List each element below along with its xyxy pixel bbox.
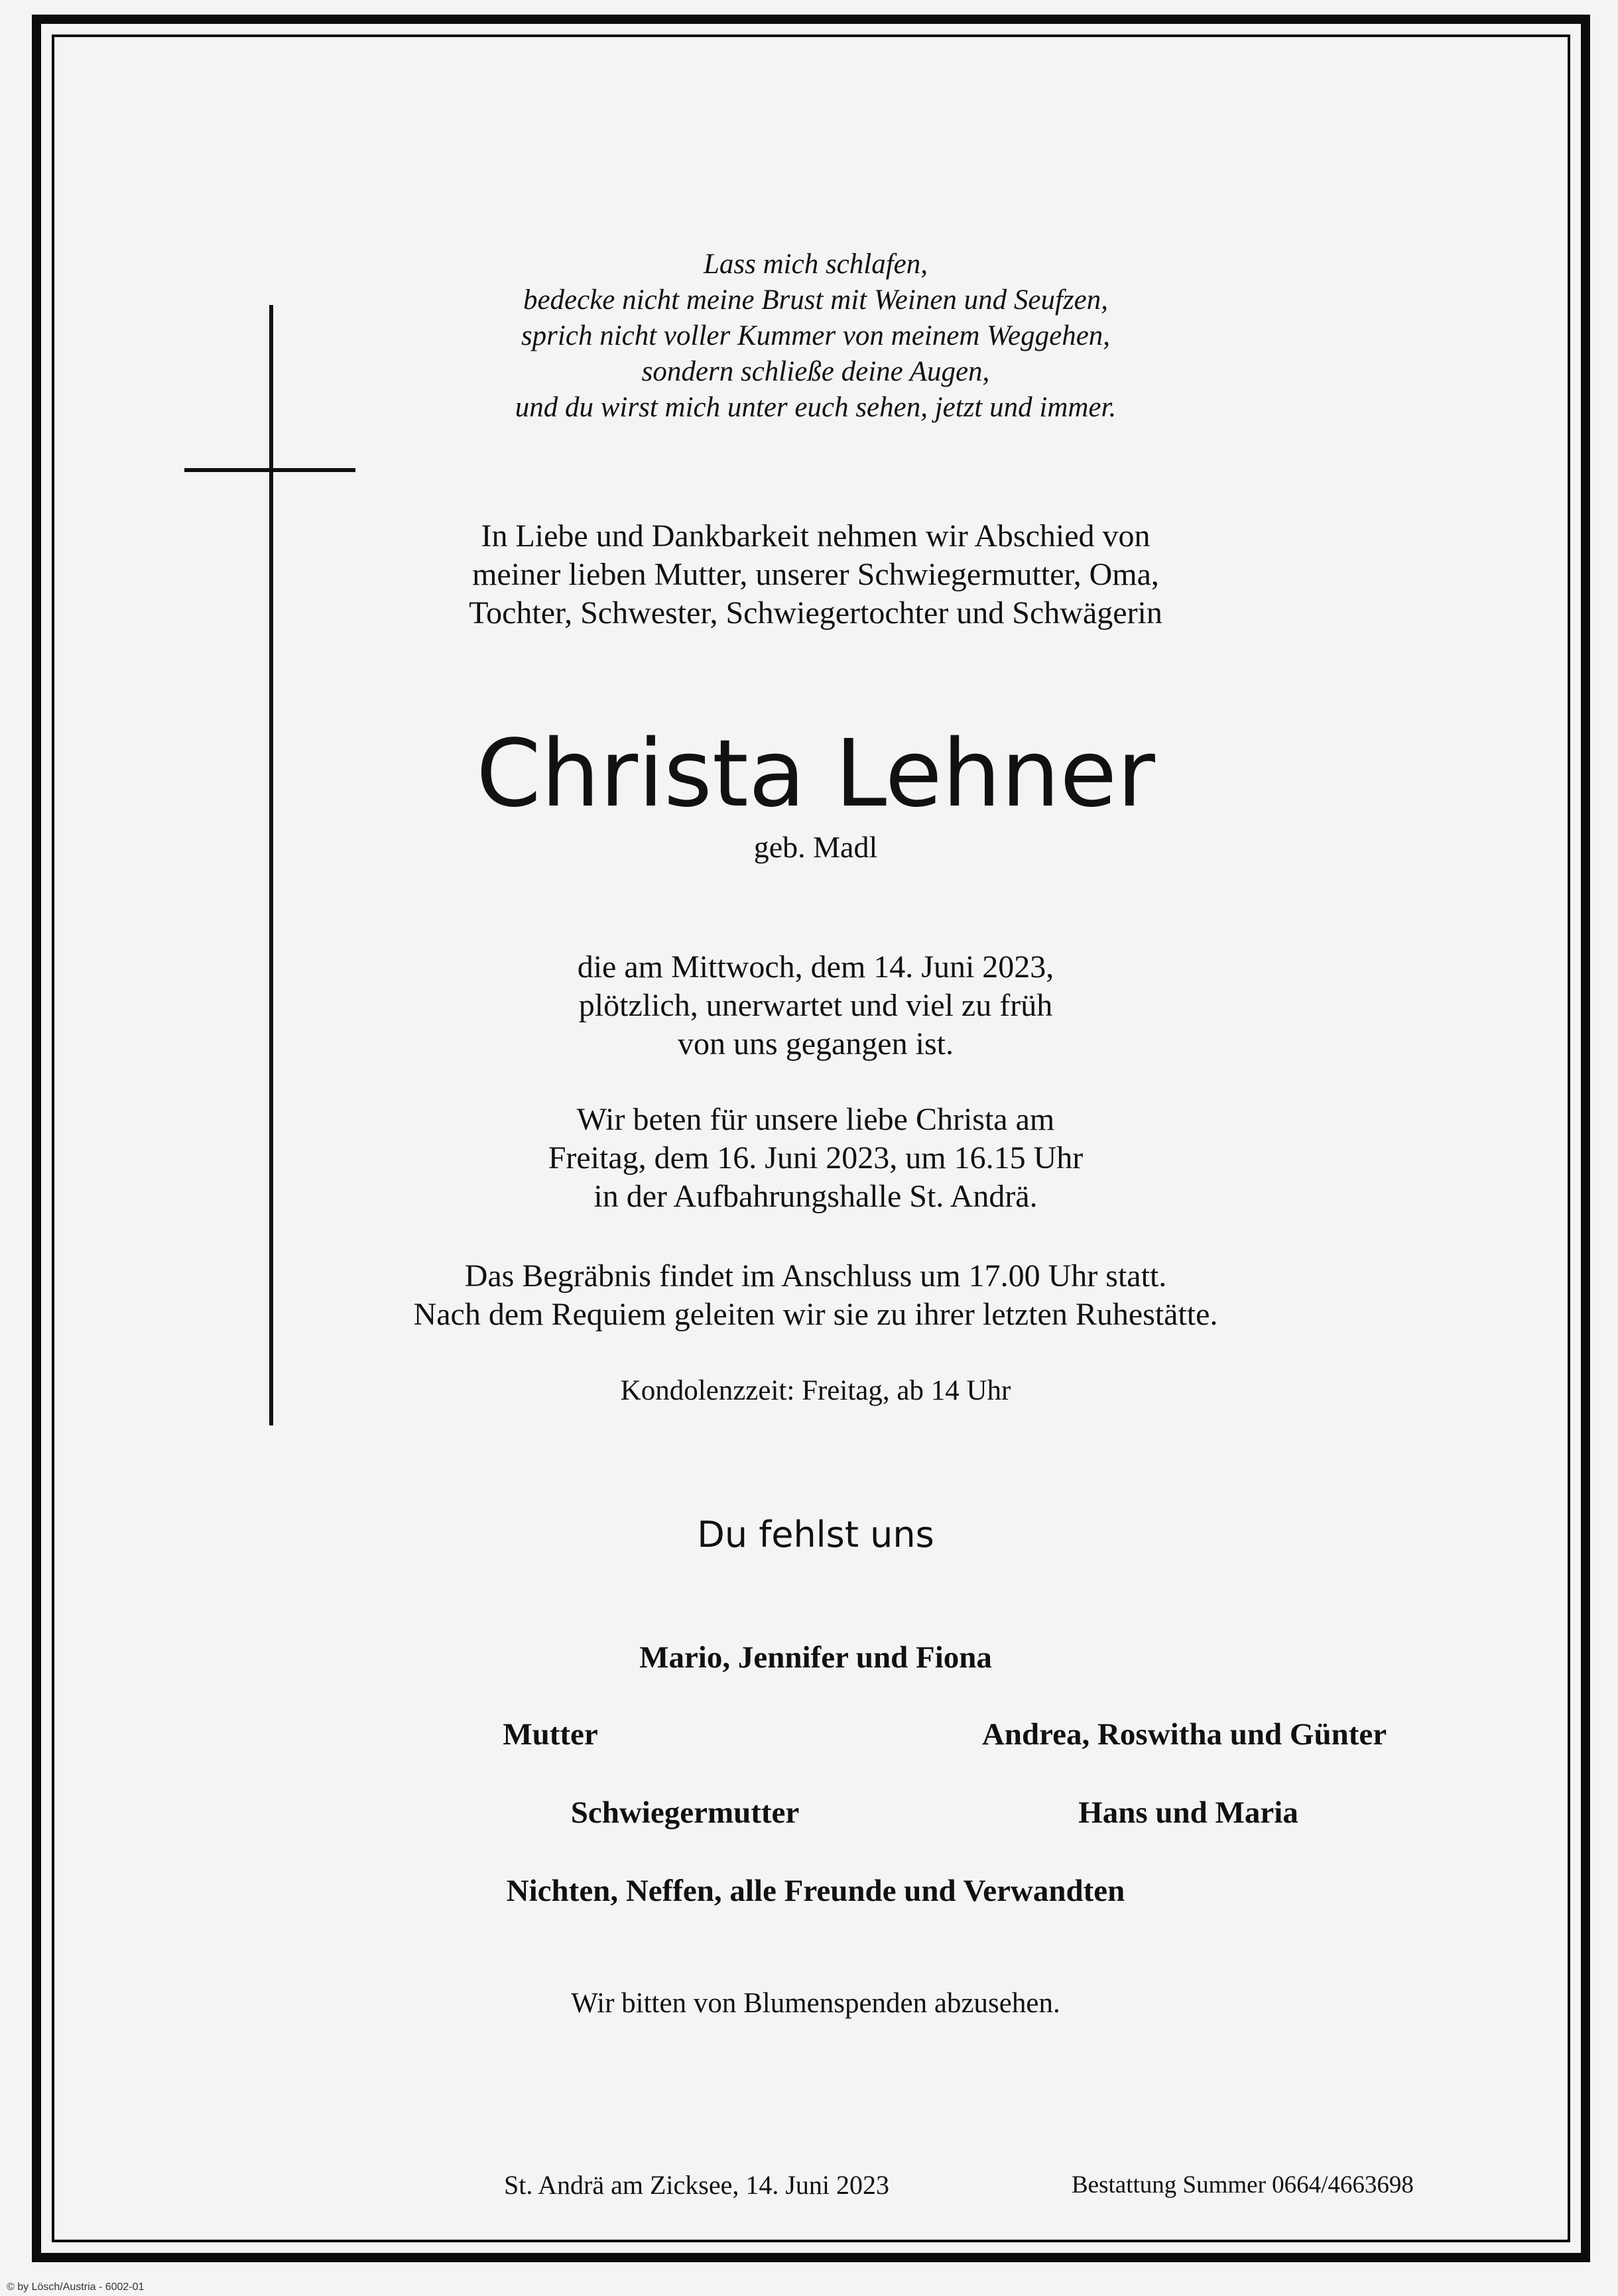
funeral-notice [0,1257,1618,1334]
funeral-line: Das Begräbnis findet im Anschluss um 17.00 Uhr statt. [464,1258,1167,1294]
mourner-relatives-pair: Hans und Maria [1078,1795,1298,1830]
condolence-time: Kondolenzzeit: Freitag, ab 14 Uhr [620,1375,1011,1406]
poem [0,247,1618,426]
birth-name: geb. Madl [753,830,878,864]
mourner-others: Nichten, Neffen, alle Freunde und Verwandten [506,1874,1125,1908]
prayer-line: Freitag, dem 16. Juni 2023, um 16.15 Uhr [548,1140,1084,1176]
cross-horizontal-bar [184,468,355,472]
prayer-notice [0,1101,1618,1216]
death-notice [0,948,1618,1063]
motto: Du fehlst uns [697,1514,934,1555]
footer-undertaker: Bestattung Summer 0664/4663698 [1072,2171,1414,2199]
poem-line: und du wirst mich unter euch sehen, jetzt und immer. [515,392,1117,423]
deceased-name: Christa Lehner [476,720,1155,828]
prayer-line: Wir beten für unsere liebe Christa am [576,1102,1055,1137]
flowers-note: Wir bitten von Blumenspenden abzusehen. [571,1988,1060,2019]
mourner-siblings: Andrea, Roswitha und Günter [981,1717,1387,1752]
intro-line: meiner lieben Mutter, unserer Schwiegermutter, Oma, [472,557,1159,592]
death-line: die am Mittwoch, dem 14. Juni 2023, [577,949,1054,985]
prayer-line: in der Aufbahrungshalle St. Andrä. [593,1179,1038,1214]
poem-line: sprich nicht voller Kummer von meinem Weggehen, [521,320,1111,351]
mourner-mother-in-law: Schwiegermutter [570,1795,800,1830]
poem-line: bedecke nicht meine Brust mit Weinen und Seufzen, [523,284,1109,316]
footer-place-date: St. Andrä am Zicksee, 14. Juni 2023 [504,2170,890,2200]
farewell-intro [0,517,1618,633]
funeral-line: Nach dem Requiem geleiten wir sie zu ihrer letzten Ruhestätte. [413,1297,1218,1332]
poem-line: sondern schließe deine Augen, [641,356,990,387]
mourner-mother: Mutter [503,1717,598,1752]
death-line: von uns gegangen ist. [678,1026,954,1061]
intro-line: Tochter, Schwester, Schwiegertochter und Schwägerin [469,595,1162,631]
mourner-children: Mario, Jennifer und Fiona [639,1640,992,1675]
intro-line: In Liebe und Dankbarkeit nehmen wir Abschied von [481,518,1151,554]
poem-line: Lass mich schlafen, [703,249,928,280]
death-line: plötzlich, unerwartet und viel zu früh [578,988,1053,1023]
copyright-note: © by Lösch/Austria - 6002-01 [7,2281,145,2293]
